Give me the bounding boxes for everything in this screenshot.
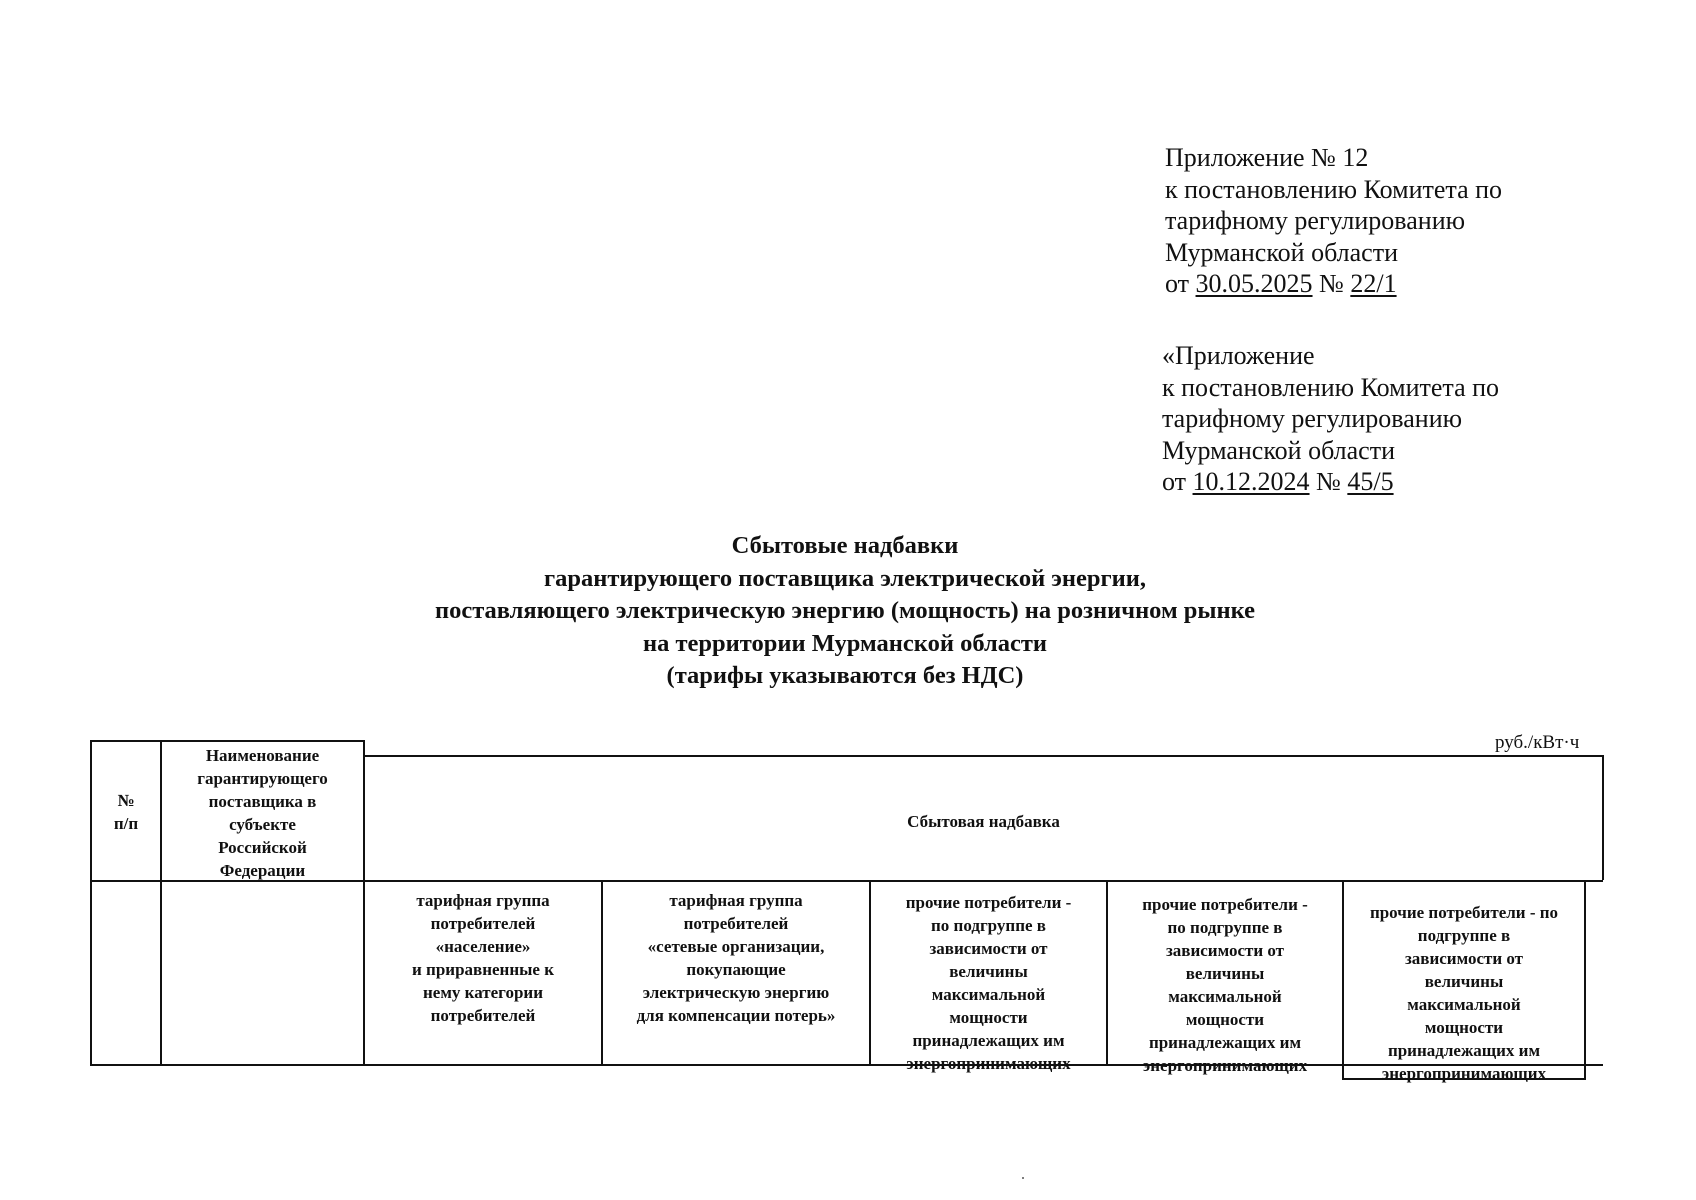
title-line: поставляющего электрическую энергию (мощность) на розничном рынке <box>434 597 1256 624</box>
appendix-date-line <box>1162 466 1499 498</box>
appendix-reference <box>1165 142 1502 300</box>
appendix-title: «Приложение <box>1162 341 1315 370</box>
appendix-line: тарифному регулированию <box>1165 206 1466 235</box>
title-line: Сбытовые надбавки <box>731 532 959 559</box>
title-line: гарантирующего поставщика электрической энергии, <box>543 564 1146 592</box>
document-date: 10.12.2024 <box>1192 467 1310 496</box>
appendix-quoted-reference <box>1162 340 1499 498</box>
scan-speck <box>1022 1177 1024 1179</box>
appendix-line: к постановлению Комитета по <box>1165 174 1503 204</box>
unit-label: руб./кВт·ч <box>1495 732 1580 753</box>
date-prefix: от <box>1162 467 1193 496</box>
document-number: 45/5 <box>1347 467 1394 496</box>
table-rule <box>91 740 364 742</box>
subheader-other-consumers-2: прочие потребители - по подгруппе в зависимости от величины максимальной мощности принадлежащих им энергопринимающих <box>1142 895 1308 1075</box>
appendix-line: тарифному регулированию <box>1162 404 1463 433</box>
appendix-line: к постановлению Комитета по <box>1162 372 1500 402</box>
appendix-date-line <box>1165 268 1502 300</box>
header-sales-markup: Сбытовая надбавка <box>907 812 1060 831</box>
title-line: на территории Мурманской области <box>643 629 1047 657</box>
subheader-other-consumers-3: прочие потребители - по подгруппе в зависимости от величины максимальной мощности принадлежащих им энергопринимающих <box>1369 903 1559 1083</box>
subheader-network-organizations: тарифная группа потребителей «сетевые организации, покупающие электрическую энергию для компенсации потерь» <box>636 891 836 1025</box>
table-rule <box>364 755 1603 757</box>
subheader-other-consumers-1: прочие потребители - по подгруппе в зависимости от величины максимальной мощности принадлежащих им энергопринимающих <box>905 893 1072 1073</box>
table-rule <box>1584 880 1586 1080</box>
table-rule <box>1602 755 1604 880</box>
date-prefix: от <box>1165 269 1196 298</box>
header-supplier-name: Наименование гарантирующего поставщика в субъекте Российской Федерации <box>197 746 328 880</box>
header-number: № п/п <box>113 791 139 833</box>
appendix-line: Мурманской области <box>1165 237 1398 267</box>
document-number: 22/1 <box>1350 269 1397 298</box>
appendix-title: Приложение № 12 <box>1165 143 1369 172</box>
appendix-line: Мурманской области <box>1162 435 1395 465</box>
document-date: 30.05.2025 <box>1195 269 1313 298</box>
subheader-population: тарифная группа потребителей «население» и приравненные к нему категории потребителей <box>411 891 555 1025</box>
title-line: (тарифы указываются без НДС) <box>666 662 1024 689</box>
document-title <box>250 530 1440 693</box>
number-prefix: № <box>1309 467 1348 496</box>
number-prefix: № <box>1312 269 1351 298</box>
